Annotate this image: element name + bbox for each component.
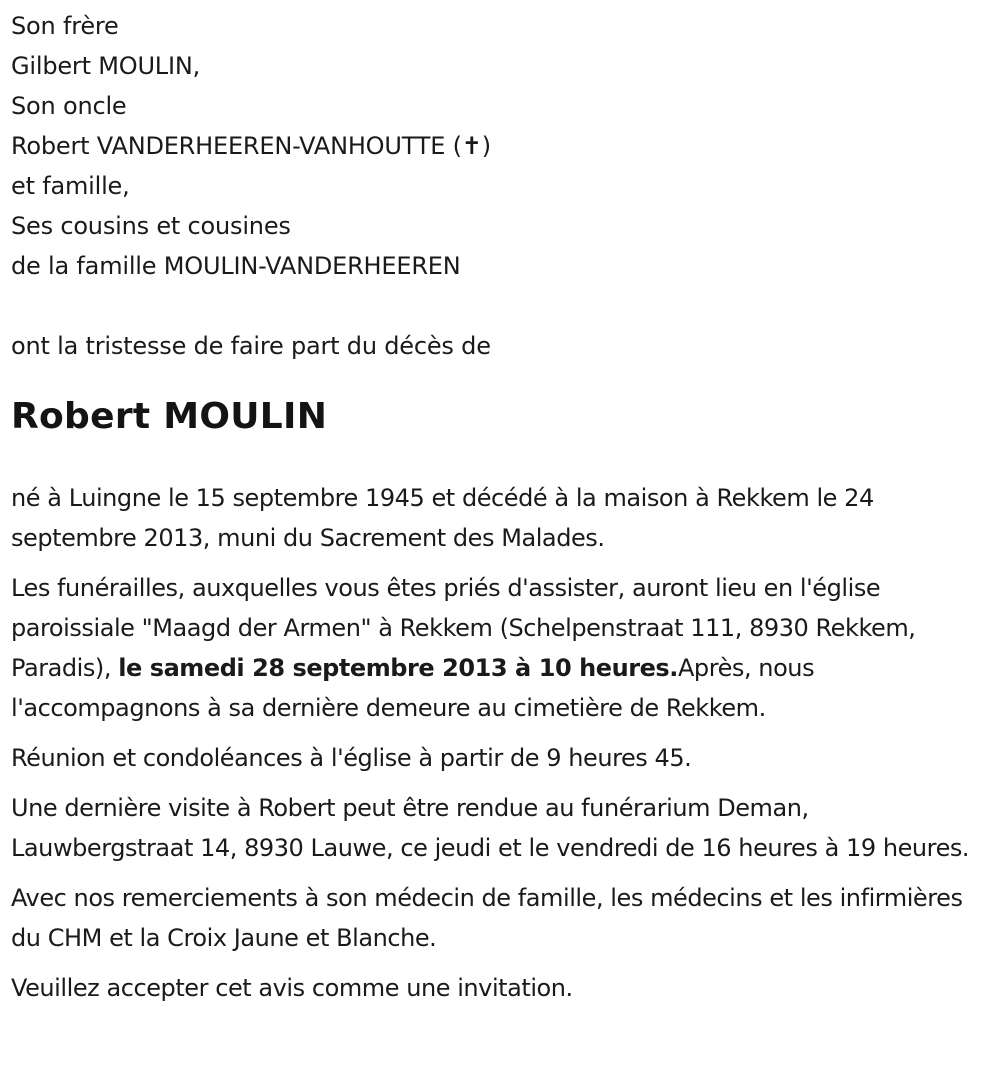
thanks-paragraph: Avec nos remerciements à son médecin de famille, les médecins et les infirmières du CHM et la Croix Jaune et Blanche. xyxy=(11,884,963,952)
family-line: Son frère xyxy=(11,12,119,40)
deceased-name: Robert MOULIN xyxy=(11,396,328,437)
birth-death-paragraph: né à Luingne le 15 septembre 1945 et décédé à la maison à Rekkem le 24 septembre 2013, muni du Sacrement des Malades. xyxy=(11,484,874,552)
invitation-paragraph: Veuillez accepter cet avis comme une invitation. xyxy=(11,974,573,1002)
visit-paragraph: Une dernière visite à Robert peut être rendue au funérarium Deman, Lauwbergstraat 14, 8930 Lauwe, ce jeudi et le vendredi de 16 heures à 19 heures. xyxy=(11,794,970,862)
family-line: et famille, xyxy=(11,172,130,200)
funeral-date-time: le samedi 28 septembre 2013 à 10 heures. xyxy=(118,654,678,682)
family-line: Ses cousins et cousines xyxy=(11,212,291,240)
announcement-intro: ont la tristesse de faire part du décès de xyxy=(11,332,491,360)
funeral-text-before: Les funérailles, auxquelles vous êtes priés d'assister, auront lieu en l'église paroissiale "Maagd der Armen" à Rekkem (Schelpenstraat 111, 8930 Rekkem, Paradis), xyxy=(11,574,916,682)
family-list xyxy=(11,6,988,286)
family-line: Robert VANDERHEEREN-VANHOUTTE (✝) xyxy=(11,132,491,160)
family-line: Son oncle xyxy=(11,92,127,120)
family-line: Gilbert MOULIN, xyxy=(11,52,201,80)
family-line: de la famille MOULIN-VANDERHEEREN xyxy=(11,252,461,280)
funeral-text-after: Après, nous l'accompagnons à sa dernière demeure au cimetière de Rekkem. xyxy=(11,654,815,722)
reunion-paragraph: Réunion et condoléances à l'église à partir de 9 heures 45. xyxy=(11,744,692,772)
funeral-paragraph xyxy=(11,568,988,728)
